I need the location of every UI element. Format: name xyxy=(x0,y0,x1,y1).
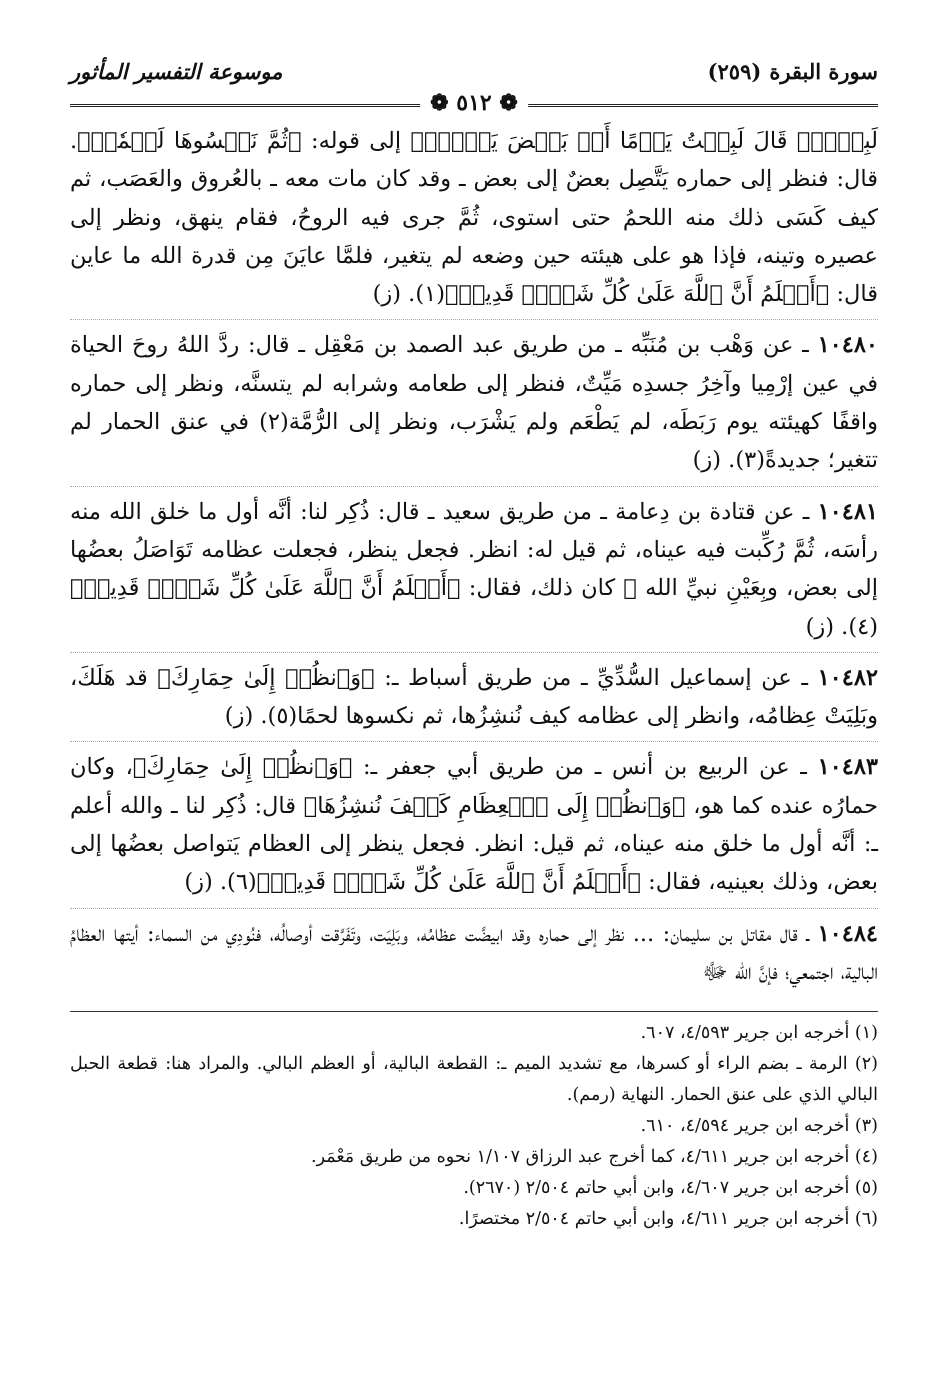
narration-10483 xyxy=(70,748,878,908)
footnotes xyxy=(70,1018,878,1235)
header-rule xyxy=(70,90,878,116)
narration-number: ١٠٤٨٤ xyxy=(817,920,879,947)
narration-text: ـ عن الربيع بن أنس ـ من طريق أبي جعفر ـ: ﴿وَٱنظُرۡ إِلَىٰ حِمَارِكَ﴾، وكان حمارُه عنده كما هو، ﴿وَٱنظُرۡ إِلَى ٱلۡعِظَامِ كَيۡفَ نُنشِزُهَا﴾ قال: ذُكِر لنا ـ والله أعلم ـ: أنَّه أول ما خلق منه عيناه، ثم قيل: انظر. فجعل ينظر إلى العظام يَتواصل بعضُها إلى بعض، وذلك بعينيه، فقال: ﴿أَعۡلَمُ أَنَّ ٱللَّهَ عَلَىٰ كُلِّ شَيۡءٖ قَدِيرٞ﴾(٦). (ز) xyxy=(70,754,878,896)
footnote-5: (٥) أخرجه ابن جرير ٤/٦٠٧، وابن أبي حاتم ٢/٥٠٤ (٢٦٧٠). xyxy=(463,1178,878,1199)
surah-reference xyxy=(708,59,878,84)
footnote-2: (٢) الرمة ـ بضم الراء أو كسرها، مع تشديد الميم ـ: القطعة البالية، أو العظم البالي. والمراد هنا: قطعة الحبل البالي الذي على عنق الحمار. النهاية (رمم). xyxy=(70,1054,878,1106)
surah-name: سورة البقرة xyxy=(769,58,878,84)
running-header xyxy=(70,50,878,92)
footnote-4: (٤) أخرجه ابن جرير ٤/٦١١، كما أخرج عبد الرزاق ١/١٠٧ نحوه من طريق مَعْمَر. xyxy=(311,1147,878,1168)
page-number: ❁ ٥١٢ ❁ xyxy=(420,90,528,116)
narration-number: ١٠٤٨٣ xyxy=(817,754,878,781)
footnote-1: (١) أخرجه ابن جرير ٤/٥٩٣، ٦٠٧. xyxy=(640,1023,878,1044)
narration-text: ـ عن وَهْب بن مُنَبِّه ـ من طريق عبد الصمد بن مَعْقِل ـ قال: ردَّ اللهُ روحَ الحياة في عين إرْمِيا وآخِرُ جسدِه مَيِّتٌ، فنظر إلى طعامه وشرابه لم يتسنَّه، ونظر إلى حماره واقفًا كهيئته يوم رَبَطَه، لم يَطْعَم ولم يَشْرَب، ونظر إلى الرُّمَّة(٢) في عنق الحمار لم تتغير؛ جديدةً(٣). (ز) xyxy=(70,332,878,474)
narration-10484 xyxy=(70,915,878,998)
book-title: موسوعة التفسير المأثور xyxy=(70,58,283,84)
narration-10482 xyxy=(70,659,878,743)
narration-number: ١٠٤٨٢ xyxy=(817,664,878,691)
narration-10481 xyxy=(70,493,878,653)
footnote-3: (٣) أخرجه ابن جرير ٤/٥٩٤، ٦١٠. xyxy=(640,1116,878,1137)
narration-number: ١٠٤٨٠ xyxy=(817,332,878,359)
main-text xyxy=(70,122,878,997)
footnote-separator xyxy=(70,1011,878,1012)
narration-text: ـ عن إسماعيل السُّدِّيِّ ـ من طريق أسباط ـ: ﴿وَٱنظُرۡ إِلَىٰ حِمَارِكَ﴾ قد هَلَكَ، وبَلِيَتْ عِظامُه، وانظر إلى عظامه كيف نُنشِزُها، ثم نكسوها لحمًا(٥). (ز) xyxy=(70,664,878,730)
paragraph-continuation: لَبِثۡتُۖ قَالَ لَبِثۡتُ يَوۡمًا أَوۡ بَعۡضَ يَوۡمٍۖ﴾ إلى قوله: ﴿ثُمَّ نَكۡسُوهَا لَحۡمٗاۚ﴾. قال: فنظر إلى حماره يَتَّصِل بعضٌ إلى بعض ـ وقد كان مات معه ـ بالعُروق والعَصَب، ثم كيف كَسَى ذلك منه اللحمُ حتى استوى، ثُمَّ جرى فيه الروحُ، فقام ينهق، ونظر إلى عصيره وتينه، فإذا هو على هيئته حين وضعه لم يتغير، فلمَّا عايَنَ مِن قدرة الله ما عاين قال: ﴿أَعۡلَمُ أَنَّ ٱللَّهَ عَلَىٰ كُلِّ شَيۡءٖ قَدِيرٞ﴾(١). (ز) xyxy=(70,122,878,320)
narration-10480 xyxy=(70,326,878,486)
narration-text: ـ عن قتادة بن دِعامة ـ من طريق سعيد ـ قال: ذُكِر لنا: أنَّه أول ما خلق الله منه رأسَه، ثُمَّ رُكِّبت فيه عيناه، ثم قيل له: انظر. فجعل ينظر، فجعلت عظامه تَوَاصَلُ بعضُها إلى بعض، وبِعَيْنِ نبيِّ الله ﷺ كان ذلك، فقال: ﴿أَعۡلَمُ أَنَّ ٱللَّهَ عَلَىٰ كُلِّ شَيۡءٖ قَدِيرٞ﴾(٤). (ز) xyxy=(70,498,878,640)
page xyxy=(70,50,878,1235)
footnote-6: (٦) أخرجه ابن جرير ٤/٦١١، وابن أبي حاتم ٢/٥٠٤ مختصرًا. xyxy=(458,1209,878,1230)
ayah-number: (٢٥٩) xyxy=(707,58,762,84)
narration-number: ١٠٤٨١ xyxy=(817,498,878,525)
narration-text: ـ قال مقاتل بن سليمان: ... نظر إلى حماره وقد ابيضَّت عظامُه، وبَلِيَت، وتَفَرَّقت أوصالُه، فنُودِي من السماء: أيتها العظامُ البالية، اجتمعي؛ فإنَّ الله ﷻ xyxy=(70,920,878,985)
